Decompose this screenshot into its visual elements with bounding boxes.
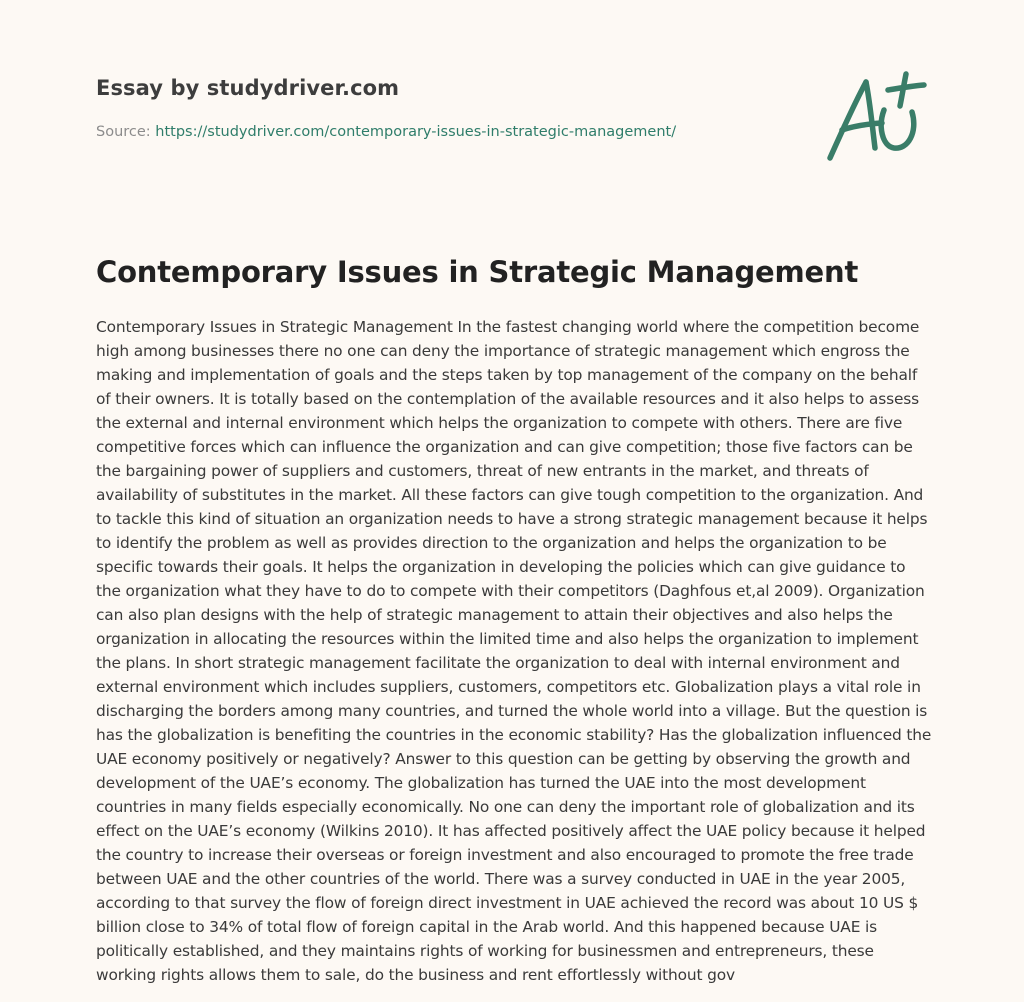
essay-body: Contemporary Issues in Strategic Management In the fastest changing world where the competition become high among businesses there no one can deny the importance of strategic management which engross the making and implementation of goals and the steps taken by top management of the company on the behalf of their owners. It is totally based on the contemplation of the available resources and it also helps to assess the external and internal environment which helps the organization to compete with others. There are five competitive forces which can influence the organization and can give competition; those five factors can be the bargaining power of suppliers and customers, threat of new entrants in the market, and threats of availability of substitutes in the market. All these factors can give tough competition to the organization. And to tackle this kind of situation an organization needs to have a strong strategic management because it helps to identify the problem as well as provides direction to the organization and helps the organization to be specific towards their goals. It helps the organization in developing the policies which can give guidance to the organization what they have to do to compete with their competitors (Daghfous et,al 2009). Organization can also plan designs with the help of strategic management to attain their objectives and also helps the organization in allocating the resources within the limited time and also helps the organization to implement the plans. In short strategic management facilitate the organization to deal with internal environment and external environment which includes suppliers, customers, competitors etc. Globalization plays a vital role in discharging the borders among many countries, and turned the whole world into a village. But the question is has the globalization is benefiting the countries in the economic stability? Has the globalization influenced the UAE economy positively or negatively? Answer to this question can be getting by observing the growth and development of the UAE’s economy. The globalization has turned the UAE into the most development countries in many fields especially economically. No one can deny the important role of globalization and its effect on the UAE’s economy (Wilkins 2010). It has affected positively affect the UAE policy because it helped the country to increase their overseas or foreign investment and also encouraged to promote the free trade between UAE and the other countries of the world. There was a survey conducted in UAE in the year 2005, according to that survey the flow of foreign direct investment in UAE achieved the record was about 10 US $ billion close to 34% of total flow of foreign capital in the Arab world. And this happened because UAE is politically established, and they maintains rights of working for businessmen and entrepreneurs, these working rights allows them to sale, do the business and rent effortlessly without gov <box>96 318 932 984</box>
source-link[interactable]: https://studydriver.com/contemporary-issues-in-strategic-management/ <box>155 124 677 140</box>
site-title: Essay by studydriver.com <box>96 76 400 100</box>
a-plus-logo-icon <box>820 66 930 166</box>
source-line <box>96 124 676 140</box>
source-label: Source: <box>96 124 151 140</box>
essay-title: Contemporary Issues in Strategic Management <box>96 255 859 289</box>
